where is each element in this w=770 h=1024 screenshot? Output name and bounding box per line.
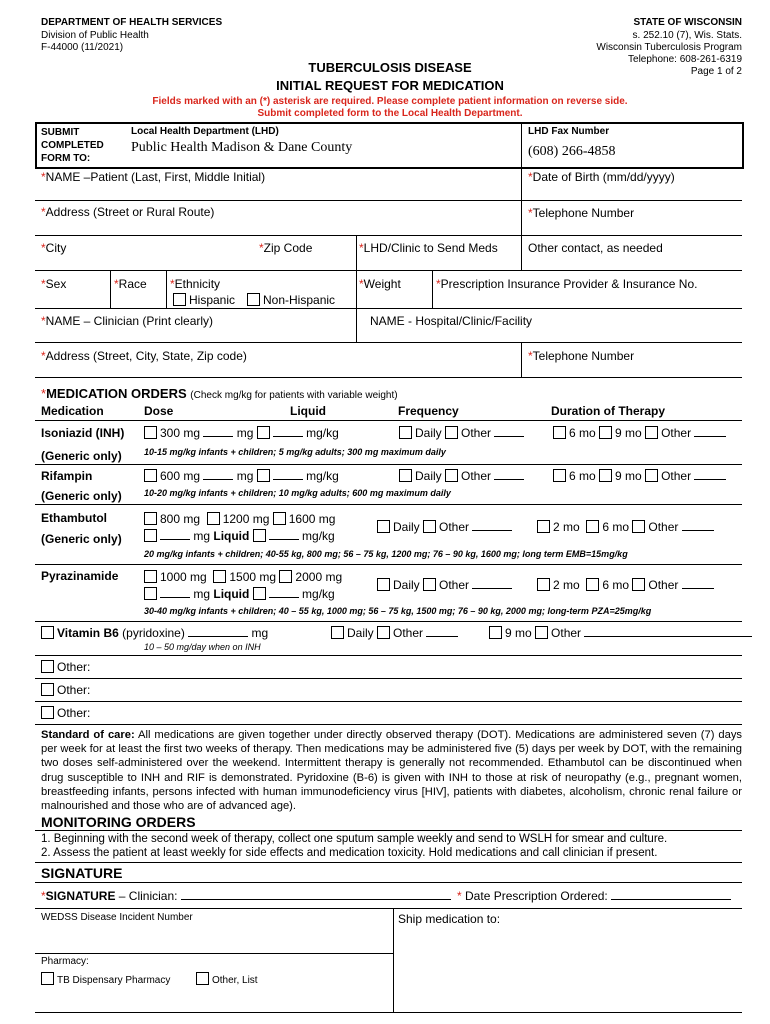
clinician-address-field[interactable]: *Address (Street, City, State, Zip code) (41, 349, 247, 363)
form-title-line2: INITIAL REQUEST FOR MEDICATION (276, 78, 504, 93)
patient-zip-field[interactable]: *Zip Code (259, 241, 313, 255)
inh-300mg-checkbox[interactable] (144, 426, 157, 439)
pza-duration: 2 mo 6 mo Other (537, 578, 714, 592)
program-phone: Telephone: 608-261-6319 (628, 54, 742, 65)
inh-9mo-checkbox[interactable] (599, 426, 612, 439)
other-med-2-checkbox[interactable] (41, 683, 54, 696)
emb-1600mg-checkbox[interactable] (273, 512, 286, 525)
rif-daily-checkbox[interactable] (399, 469, 412, 482)
monitoring-title: MONITORING ORDERS (41, 814, 196, 830)
col-medication: Medication (41, 404, 104, 418)
pza-1000mg-checkbox[interactable] (144, 570, 157, 583)
lhd-fax-label: LHD Fax Number (528, 126, 610, 137)
b6-dur-other-checkbox[interactable] (535, 626, 548, 639)
rif-freq-other-blank[interactable] (494, 479, 524, 480)
b6-dur-other-blank[interactable] (584, 636, 752, 637)
inh-frequency: Daily Other (399, 426, 524, 440)
other-pharmacy-option[interactable]: Other, List (196, 972, 258, 986)
pza-dur-other-checkbox[interactable] (632, 578, 645, 591)
inh-name: Isoniazid (INH) (41, 426, 125, 440)
rif-freq-other-checkbox[interactable] (445, 469, 458, 482)
standard-of-care: Standard of care: All medications are given together under directly observed therapy (DOT). Medications are administered seven (7) days per week for at least the first two weeks of therapy. Then medications may be administered five (5) days per week by DOT, with the remaining two doses self-administered over the weekend. Intermittent therapy is generally not recommended. Ethambutol can be discontinued when drug susceptible to INH and RIF is demonstrated. Pyridoxine (B-6) is given with INH to those at risk of neuropathy (e.g., pregnant women, breastfeeding infants, persons infected with human immunodeficiency virus [HIV], patients with diabetes, alcoholism, chronic renal failure or malnourished and those who are of advanced age). (41, 729, 743, 813)
b6-duration: 9 mo Other (489, 626, 752, 640)
date-ordered-line[interactable] (611, 899, 731, 900)
hispanic-checkbox[interactable] (173, 293, 186, 306)
lhd-fax-value[interactable]: (608) 266-4858 (528, 144, 616, 159)
lhd-label: Local Health Department (LHD) (131, 126, 279, 137)
clinician-phone-field[interactable]: *Telephone Number (528, 349, 635, 363)
b6-freq-other-blank[interactable] (426, 636, 458, 637)
required-notice: Fields marked with an (*) asterisk are required. Please complete patient information on reverse side. (152, 96, 628, 107)
medication-orders-title: *MEDICATION ORDERS (Check mg/kg for patients with variable weight) (41, 386, 398, 401)
patient-dob-field[interactable]: *Date of Birth (mm/dd/yyyy) (528, 170, 675, 184)
b6-dosing-note: 10 – 50 mg/day when on INH (144, 642, 261, 652)
submit-notice: Submit completed form to the Local Health Department. (257, 108, 523, 119)
rif-mg-blank[interactable] (203, 479, 233, 480)
page-number: Page 1 of 2 (690, 66, 742, 77)
rif-6mo-checkbox[interactable] (553, 469, 566, 482)
signature-line[interactable] (181, 899, 451, 900)
emb-frequency: Daily Other (377, 520, 512, 534)
col-dose: Dose (144, 404, 174, 418)
pza-name: Pyrazinamide (41, 569, 119, 583)
non-hispanic-option[interactable]: Non-Hispanic (247, 293, 335, 307)
emb-duration: 2 mo 6 mo Other (537, 520, 714, 534)
emb-generic: (Generic only) (41, 532, 122, 546)
pza-mg-checkbox[interactable] (144, 587, 157, 600)
patient-name-field[interactable]: *NAME –Patient (Last, First, Middle Initial) (41, 170, 266, 184)
date-ordered-field[interactable]: * Date Prescription Ordered: (457, 889, 731, 903)
rif-frequency: Daily Other (399, 469, 524, 483)
inh-daily-checkbox[interactable] (399, 426, 412, 439)
pza-freq-other-checkbox[interactable] (423, 578, 436, 591)
emb-dur-other-blank[interactable] (682, 530, 714, 531)
inh-mgkg-checkbox[interactable] (257, 426, 270, 439)
inh-duration: 6 mo 9 mo Other (553, 426, 726, 440)
rif-dur-other-checkbox[interactable] (645, 469, 658, 482)
rif-9mo-checkbox[interactable] (599, 469, 612, 482)
patient-phone-field[interactable]: *Telephone Number (528, 206, 635, 220)
other-med-3[interactable]: Other: (41, 706, 90, 720)
pza-dur-other-blank[interactable] (682, 588, 714, 589)
b6-freq-other-checkbox[interactable] (377, 626, 390, 639)
wedss-field[interactable]: WEDSS Disease Incident Number (41, 912, 193, 923)
tb-pharmacy-option[interactable]: TB Dispensary Pharmacy (41, 972, 170, 986)
other-med-1[interactable]: Other: (41, 660, 90, 674)
pza-mgkg-blank[interactable] (269, 597, 299, 598)
non-hispanic-checkbox[interactable] (247, 293, 260, 306)
patient-ethnicity-label: *Ethnicity (170, 277, 221, 291)
emb-mgkg-blank[interactable] (269, 539, 299, 540)
rif-dosing-note: 10-20 mg/kg infants + children; 10 mg/kg adults; 600 mg maximum daily (144, 488, 451, 498)
pza-mg-blank[interactable] (160, 597, 190, 598)
rif-mgkg-blank[interactable] (273, 479, 303, 480)
pharmacy-label: Pharmacy: (41, 956, 89, 967)
b6-9mo-checkbox[interactable] (489, 626, 502, 639)
monitoring-item-2: 2. Assess the patient at least weekly for side effects and medication toxicity. Hold medications and call clinician if present. (41, 847, 658, 859)
emb-dose-row1: 800 mg 1200 mg 1600 mg (144, 512, 335, 526)
rif-600mg-checkbox[interactable] (144, 469, 157, 482)
statute: s. 252.10 (7), Wis. Stats. (632, 30, 742, 41)
rif-name: Rifampin (41, 469, 93, 483)
col-frequency: Frequency (398, 404, 459, 418)
tb-pharmacy-checkbox[interactable] (41, 972, 54, 985)
emb-freq-other-checkbox[interactable] (423, 520, 436, 533)
other-contact-field[interactable]: Other contact, as needed (528, 241, 663, 255)
patient-address-field[interactable]: *Address (Street or Rural Route) (41, 205, 215, 219)
emb-dose-row2: mg Liquid mg/kg (144, 529, 335, 543)
facility-name-field[interactable]: NAME - Hospital/Clinic/Facility (370, 314, 533, 328)
rif-dur-other-blank[interactable] (694, 479, 726, 480)
pza-freq-other-blank[interactable] (472, 588, 512, 589)
pza-daily-checkbox[interactable] (377, 578, 390, 591)
signature-title: SIGNATURE (41, 865, 123, 881)
state-name: STATE OF WISCONSIN (633, 17, 742, 28)
dept-name: DEPARTMENT OF HEALTH SERVICES (41, 17, 223, 28)
patient-weight-field[interactable]: *Weight (359, 277, 401, 291)
pza-dose-row2: mg Liquid mg/kg (144, 587, 335, 601)
emb-1200mg-checkbox[interactable] (207, 512, 220, 525)
pza-1500mg-checkbox[interactable] (213, 570, 226, 583)
b6-checkbox[interactable] (41, 626, 54, 639)
pza-6mo-checkbox[interactable] (586, 578, 599, 591)
submit-label: SUBMIT COMPLETED FORM TO: (41, 127, 104, 164)
emb-daily-checkbox[interactable] (377, 520, 390, 533)
col-liquid: Liquid (290, 404, 326, 418)
lhd-value[interactable]: Public Health Madison & Dane County (131, 140, 353, 155)
b6-frequency: Daily Other (331, 626, 458, 640)
inh-6mo-checkbox[interactable] (553, 426, 566, 439)
emb-dur-other-checkbox[interactable] (632, 520, 645, 533)
patient-race-field[interactable]: *Race (114, 277, 147, 291)
col-duration: Duration of Therapy (551, 404, 666, 418)
b6-row: Vitamin B6 (pyridoxine) mg (41, 626, 268, 640)
form-id: F-44000 (11/2021) (41, 42, 124, 53)
pza-mgkg-checkbox[interactable] (253, 587, 266, 600)
inh-freq-other-blank[interactable] (494, 436, 524, 437)
pza-2000mg-checkbox[interactable] (279, 570, 292, 583)
insurance-field[interactable]: *Prescription Insurance Provider & Insurance No. (436, 277, 698, 291)
inh-generic: (Generic only) (41, 449, 122, 463)
other-pharmacy-checkbox[interactable] (196, 972, 209, 985)
pza-dose-row1: 1000 mg 1500 mg 2000 mg (144, 570, 342, 584)
lhd-meds-field[interactable]: *LHD/Clinic to Send Meds (359, 241, 498, 255)
emb-mg-blank[interactable] (160, 539, 190, 540)
pza-frequency: Daily Other (377, 578, 512, 592)
inh-dose-row: 300 mg mg mg/kg (144, 426, 339, 440)
inh-freq-other-checkbox[interactable] (445, 426, 458, 439)
inh-mgkg-blank[interactable] (273, 436, 303, 437)
emb-mg-checkbox[interactable] (144, 529, 157, 542)
clinician-name-field[interactable]: *NAME – Clinician (Print clearly) (41, 314, 214, 328)
division-name: Division of Public Health (41, 30, 149, 41)
other-med-2[interactable]: Other: (41, 683, 90, 697)
monitoring-item-1: 1. Beginning with the second week of therapy, collect one sputum sample weekly and send to WSLH for smear and culture. (41, 833, 668, 845)
b6-daily-checkbox[interactable] (331, 626, 344, 639)
inh-dur-other-blank[interactable] (694, 436, 726, 437)
rif-duration: 6 mo 9 mo Other (553, 469, 726, 483)
hispanic-option[interactable]: Hispanic (173, 293, 235, 307)
emb-mgkg-checkbox[interactable] (253, 529, 266, 542)
inh-dur-other-checkbox[interactable] (645, 426, 658, 439)
program-name: Wisconsin Tuberculosis Program (596, 42, 742, 53)
emb-freq-other-blank[interactable] (472, 530, 512, 531)
inh-mg-blank[interactable] (203, 436, 233, 437)
rif-mgkg-checkbox[interactable] (257, 469, 270, 482)
patient-city-field[interactable]: *City (41, 241, 67, 255)
emb-2mo-checkbox[interactable] (537, 520, 550, 533)
form-title-line1: TUBERCULOSIS DISEASE (308, 60, 472, 75)
patient-sex-field[interactable]: *Sex (41, 277, 67, 291)
other-med-3-checkbox[interactable] (41, 706, 54, 719)
emb-dosing-note: 20 mg/kg infants + children; 40-55 kg, 800 mg; 56 – 75 kg, 1200 mg; 76 – 90 kg, 1600 mg; long term EMB=15mg/kg (144, 549, 628, 559)
emb-6mo-checkbox[interactable] (586, 520, 599, 533)
rif-generic: (Generic only) (41, 489, 122, 503)
emb-800mg-checkbox[interactable] (144, 512, 157, 525)
rif-dose-row: 600 mg mg mg/kg (144, 469, 339, 483)
emb-name: Ethambutol (41, 511, 107, 525)
b6-mg-blank[interactable] (188, 636, 248, 637)
clinician-signature-field[interactable]: *SIGNATURE – Clinician: (41, 889, 451, 903)
inh-dosing-note: 10-15 mg/kg infants + children; 5 mg/kg adults; 300 mg maximum daily (144, 447, 446, 457)
ship-to-field[interactable]: Ship medication to: (398, 912, 501, 926)
pza-2mo-checkbox[interactable] (537, 578, 550, 591)
other-med-1-checkbox[interactable] (41, 660, 54, 673)
pza-dosing-note: 30-40 mg/kg infants + children; 40 – 55 kg, 1000 mg; 56 – 75 kg, 1500 mg; 76 – 90 kg, 2000 mg; long-term PZA=25mg/kg (144, 606, 652, 616)
